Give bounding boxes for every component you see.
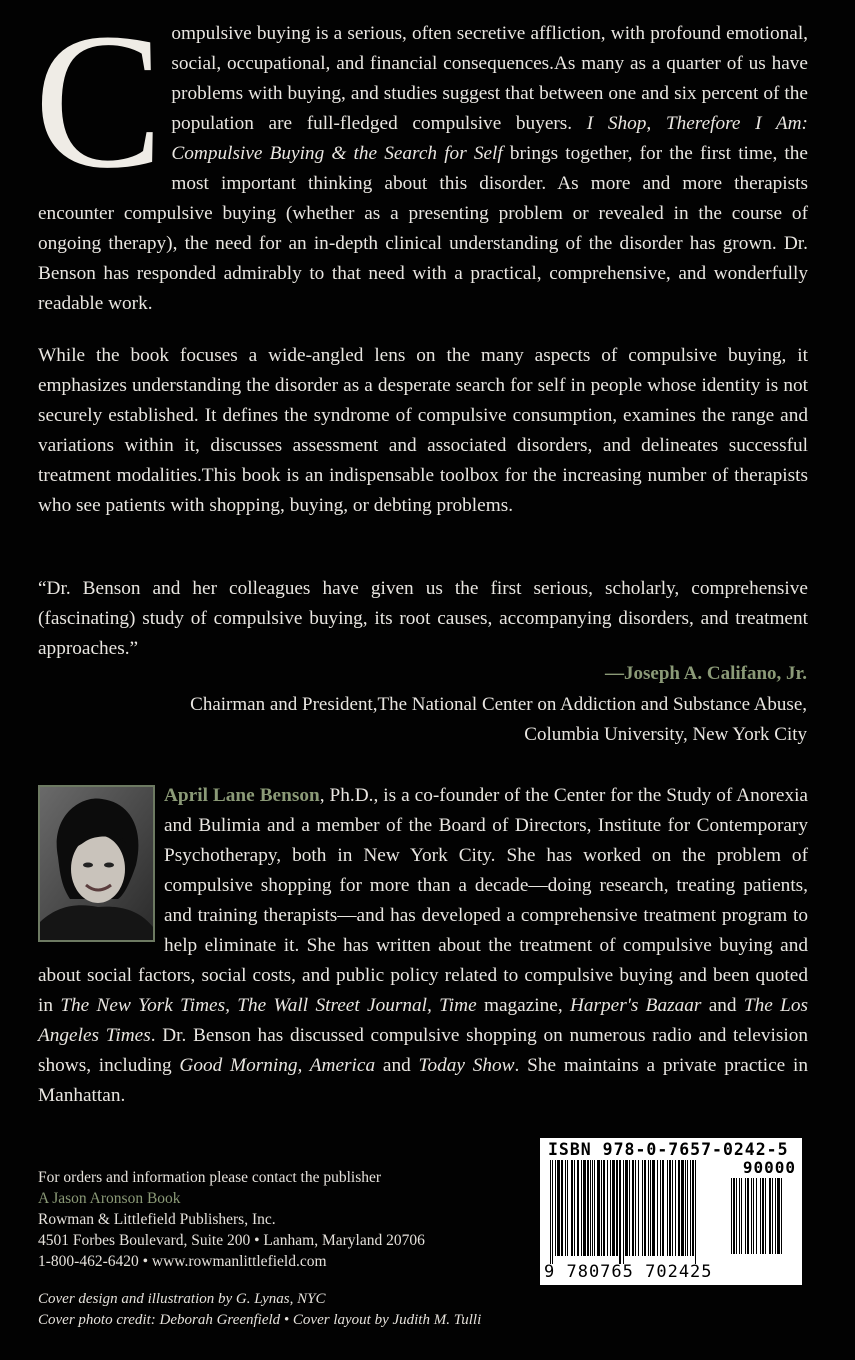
description-paragraph-2: While the book focuses a wide-angled lens on the many aspects of compulsive buying, it emphasizes understanding the disorder as a desperate search for self in people whose identity is not securely established. It defines the syndrome of compulsive consumption, examines the range and variations within it, discusses assessment and associated disorders, and delineates successful treatment modalities.This book is an indispensable toolbox for the increasing number of therapists who see patients with shopping, buying, or debting problems. bbox=[38, 345, 808, 516]
endorser-title: Chairman and President,The National Center on Addiction and Substance Abuse, Columbia University, New York City bbox=[190, 694, 807, 745]
isbn-barcode bbox=[540, 1138, 802, 1285]
addon-barcode-bars bbox=[729, 1178, 795, 1262]
endorser-name: —Joseph A. Califano, Jr. bbox=[605, 663, 807, 684]
description-paragraph-1: Compulsive buying is a serious, often secretive affliction, with profound emotional, social, occupational, and financial consequences.As many as a quarter of us have problems with buying, and studies suggest that between one and six percent of the population are full-fledged compulsive buyers. I Shop, Therefore I Am: Compulsive Buying & the Search for Self brings together, for the first time, the most important thinking about this disorder. As more and more therapists encounter compulsive buying (whether as a presenting problem or revealed in the course of ongoing therapy), the need for an in-depth clinical understanding of the disorder has grown. Dr. Benson has responded admirably to that need with a practical, comprehensive, and wonderfully readable work. bbox=[34, 0, 808, 314]
book-title: I Shop, Therefore I Am: Compulsive Buying & the Search for Self bbox=[171, 113, 808, 164]
ean-digits: 9 780765 702425 bbox=[544, 1262, 713, 1282]
isbn-text: ISBN 978-0-7657-0242-5 bbox=[548, 1140, 789, 1159]
price-code: 90000 bbox=[742, 1158, 796, 1177]
ean-barcode-bars bbox=[548, 1160, 724, 1264]
publisher-info: For orders and information please contact the publisher A Jason Aronson Book Rowman & Littlefield Publishers, Inc. 4501 Forbes Boulevard, Suite 200 • Lanham, Maryland 20706 1-800-462-6420 • www.rowmanlittlefield.com bbox=[38, 1169, 425, 1270]
imprint: A Jason Aronson Book bbox=[38, 1190, 181, 1207]
author-bio: April Lane Benson, Ph.D., is a co-founder of the Center for the Study of Anorexia and Bulimia and a member of the Board of Directors, Institute for Contemporary Psychotherapy, both in New York City. She has worked on the problem of compulsive shopping for more than a decade—doing research, treating patients, and training therapists—and has developed a comprehensive treatment program to help eliminate it. She has written about the treatment of compulsive buying and about social factors, social costs, and public policy related to compulsive buying and been quoted in The New York Times, The Wall Street Journal, Time magazine, Harper's Bazaar and The Los Angeles Times. Dr. Benson has discussed compulsive shopping on numerous radio and television shows, including Good Morning, America and Today Show. She maintains a private practice in Manhattan. bbox=[38, 785, 809, 1106]
drop-cap: C bbox=[34, 0, 164, 208]
endorsement-quote: “Dr. Benson and her colleagues have given us the first serious, scholarly, comprehensive (fascinating) study of compulsive buying, its root causes, accompanying disorders, and treatment approaches.” bbox=[38, 578, 808, 659]
cover-credits: Cover design and illustration by G. Lynas, NYC Cover photo credit: Deborah Greenfield • Cover layout by Judith M. Tulli bbox=[38, 1291, 482, 1328]
author-name: April Lane Benson bbox=[164, 785, 320, 806]
